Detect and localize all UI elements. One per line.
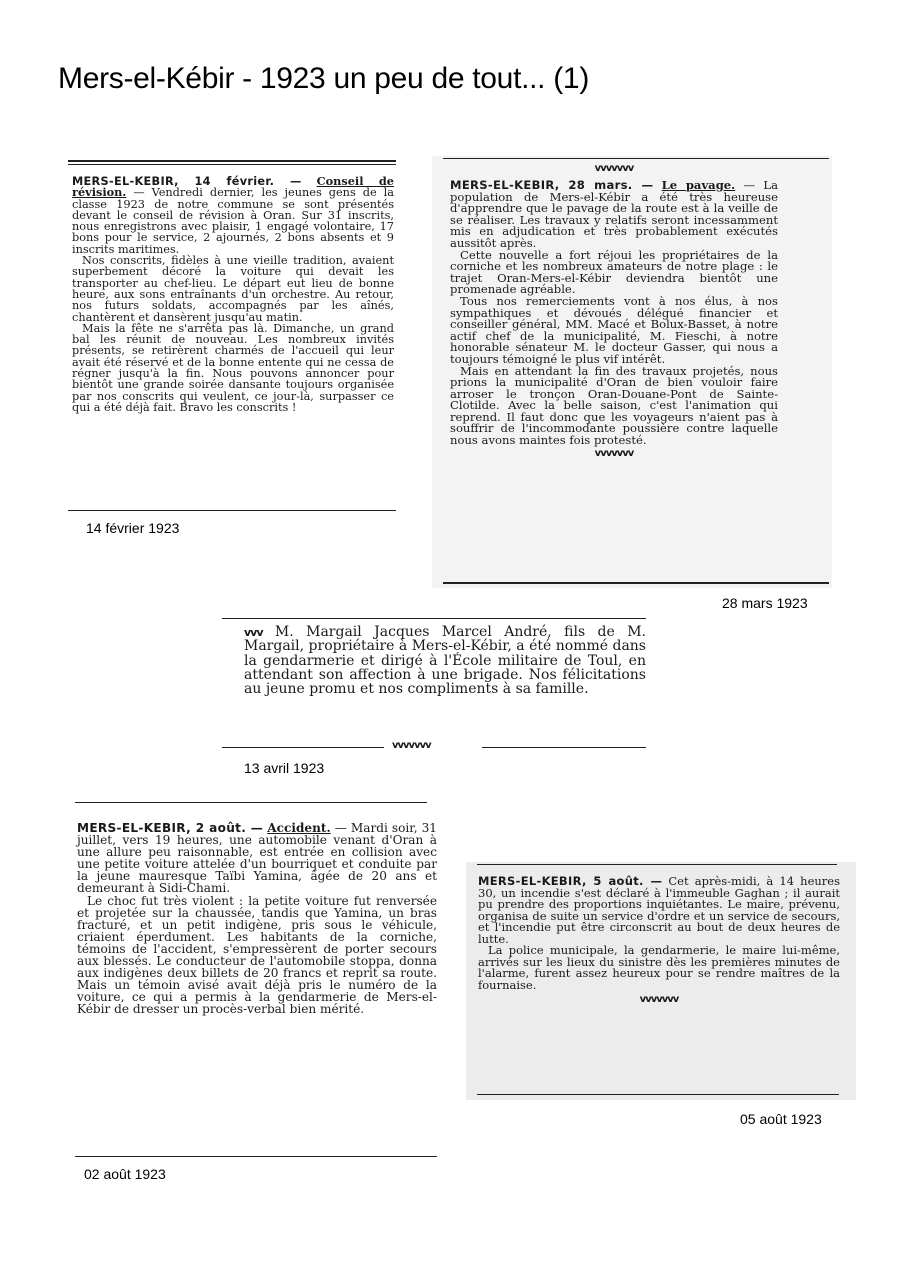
clipping-bottom-rule (222, 747, 384, 748)
clipping-bottom-rule (477, 1094, 839, 1095)
ornament-divider: vvvvvvv (594, 447, 634, 459)
clipping-bottom-rule (75, 1156, 437, 1157)
ornament-divider: vvvvvvv (639, 994, 679, 1005)
article-heading: MERS-EL-KEBIR, 2 août. — (77, 821, 264, 835)
clipping-top-rule (68, 160, 396, 162)
article-topic: Accident. (267, 821, 331, 835)
clipping-bottom-rule (443, 582, 829, 584)
article-date-caption: 13 avril 1923 (244, 760, 325, 776)
article-paragraph: Mais la fête ne s'arrêta pas là. Dimanche, un grand bal les réunit de nouveau. Les nombreux invités présents, se retirèrent charmés de l'accueil qui leur avait été réservé et de la bonne entente qui ne cessa de régner jusqu'à la fin. Nous pouvons annoncer pour bientôt une grande soirée dansante toujours organisée par nos conscrits qui veulent, ce jour-là, surpasser ce qui a été déjà fait. Bravo les conscrits ! (72, 321, 394, 414)
clipping-top-rule (68, 164, 396, 165)
article-paragraph: Cette nouvelle a fort réjoui les propriétaires de la corniche et les nombreux amateurs de notre plage : le trajet Oran-Mers-el-Kébir deviendra bientôt une promenade agréable. (450, 247, 778, 297)
clipping-top-rule (222, 618, 646, 619)
article-paragraph: — Mardi soir, 31 juillet, vers 19 heures, une automobile venant d'Oran à une allure peu raisonnable, est entrée en collision avec une petite voiture attelée d'un bourriquet et conduite par la jeune mauresque Taïbi Yamina, âgée de 20 ans et demeurant à Sidi-Chami. (77, 821, 437, 896)
article-date-caption: 28 mars 1923 (722, 595, 808, 611)
article-heading: MERS-EL-KEBIR, 5 août. — (478, 874, 663, 888)
article-paragraph: — La population de Mers-el-Kébir a été très heureuse d'apprendre que le pavage de la route est à la veille de se réaliser. Les travaux y relatifs seront incessamment mis en adjudication et très probablement exécutés aussitôt après. (450, 178, 779, 250)
clipping-bottom-rule (68, 510, 396, 511)
article-incendie (478, 876, 840, 1005)
article-paragraph: Nos conscrits, fidèles à une vieille tradition, avaient superbement décoré la voiture qui devait les transporter au chef-lieu. Le départ eut lieu de bonne heure, aux sons entraînants d'un orchestre. Au retour, nos futurs soldats, accompagnés par les aînés, chantèrent et dansèrent jusqu'au matin. (72, 254, 394, 324)
article-topic: Le pavage. (661, 178, 736, 192)
article-date-caption: 05 août 1923 (740, 1111, 822, 1127)
article-margail-nomination (244, 625, 646, 696)
article-date-caption: 02 août 1923 (84, 1166, 166, 1182)
article-paragraph: Tous nos remerciements vont à nos élus, à nos sympathiques et dévoués délégué financier et conseiller général, MM. Macé et Bolux-Basset, à notre actif chef de la municipalité, M. Fieschi, à notre honorable sénateur M. le docteur Gasser, qui nous a toujours témoigné le plus vif intérêt. (450, 293, 778, 366)
article-paragraph: Le choc fut très violent : la petite voiture fut renversée et projetée sur la chaussée, tandis que Yamina, un bras fracturé, et un petit indigène, pris sous le véhicule, criaient éperdument. Les habitants de la corniche, témoins de l'accident, s'empressèrent de porter secours aux blessés. Le conducteur de l'automobile stoppa, donna aux indigènes deux billets de 20 francs et reprit sa route. Mais un témoin avisé avait déjà pris le numéro de la voiture, ce qui a permis à la gendarmerie de Mers-el-Kébir de dresser un procès-verbal bien mérité. (77, 893, 437, 1017)
article-paragraph: — Vendredi dernier, les jeunes gens de la classe 1923 de notre commune se sont présentés devant le conseil de révision à Oran. Sur 31 inscrits, nous enregistrons avec plaisir, 1 engagé volontaire, 17 bons pour le service, 2 ajournés, 2 bons absents et 9 inscrits maritimes. (72, 186, 394, 256)
article-conseil-de-revision (72, 176, 394, 413)
article-heading: MERS-EL-KEBIR, 14 février. — (72, 175, 302, 188)
ornament-divider: vvvvvvv (392, 740, 431, 751)
article-pavage (450, 164, 778, 459)
article-date-caption: 14 février 1923 (86, 520, 180, 536)
ornament-lead: vvv (244, 626, 263, 639)
article-paragraph: Mais en attendant la fin des travaux projetés, nous prions la municipalité d'Oran de bien vouloir faire arroser le tronçon Oran-Douane-Pont de Sainte-Clotilde. Avec la belle saison, c'est l'animation qui reprend. Il faut donc que les voyageurs n'aient pas à souffrir de l'incommodante poussière contre laquelle nous avons maintes fois protesté. (450, 363, 778, 448)
article-topic: Conseil de révision. (72, 174, 394, 200)
ornament-divider: vvvvvvv (594, 163, 634, 174)
clipping-top-rule (75, 802, 427, 803)
article-accident (77, 822, 437, 1016)
article-heading: MERS-EL-KEBIR, 28 mars. — (450, 178, 654, 192)
article-paragraph: M. Margail Jacques Marcel André, fils de M. Margail, propriétaire à Mers-el-Kébir, a été nommé dans la gendarmerie et dirigé à l'École militaire de Toul, en attendant son affection à une brigade. Nos félicitations au jeune promu et nos compliments à sa famille. (244, 624, 646, 698)
article-paragraph: Cet après-midi, à 14 heures 30, un incendie s'est déclaré à l'immeuble Gaghan ; il aurait pu prendre des proportions inquiétantes. Le maire, prévenu, organisa de suite un service d'ordre et un service de secours, et l'incendie put être circonscrit au bout de deux heures de lutte. (478, 874, 840, 946)
clipping-bottom-rule (482, 747, 646, 748)
page-title: Mers-el-Kébir - 1923 un peu de tout... (1) (58, 62, 590, 95)
article-paragraph: La police municipale, la gendarmerie, le maire lui-même, arrivés sur les lieux du sinistre dès les premières minutes de l'alarme, furent assez heureux pour se rendre maîtres de la fournaise. (478, 943, 840, 992)
clipping-top-rule (477, 864, 837, 865)
clipping-top-rule (443, 158, 829, 159)
